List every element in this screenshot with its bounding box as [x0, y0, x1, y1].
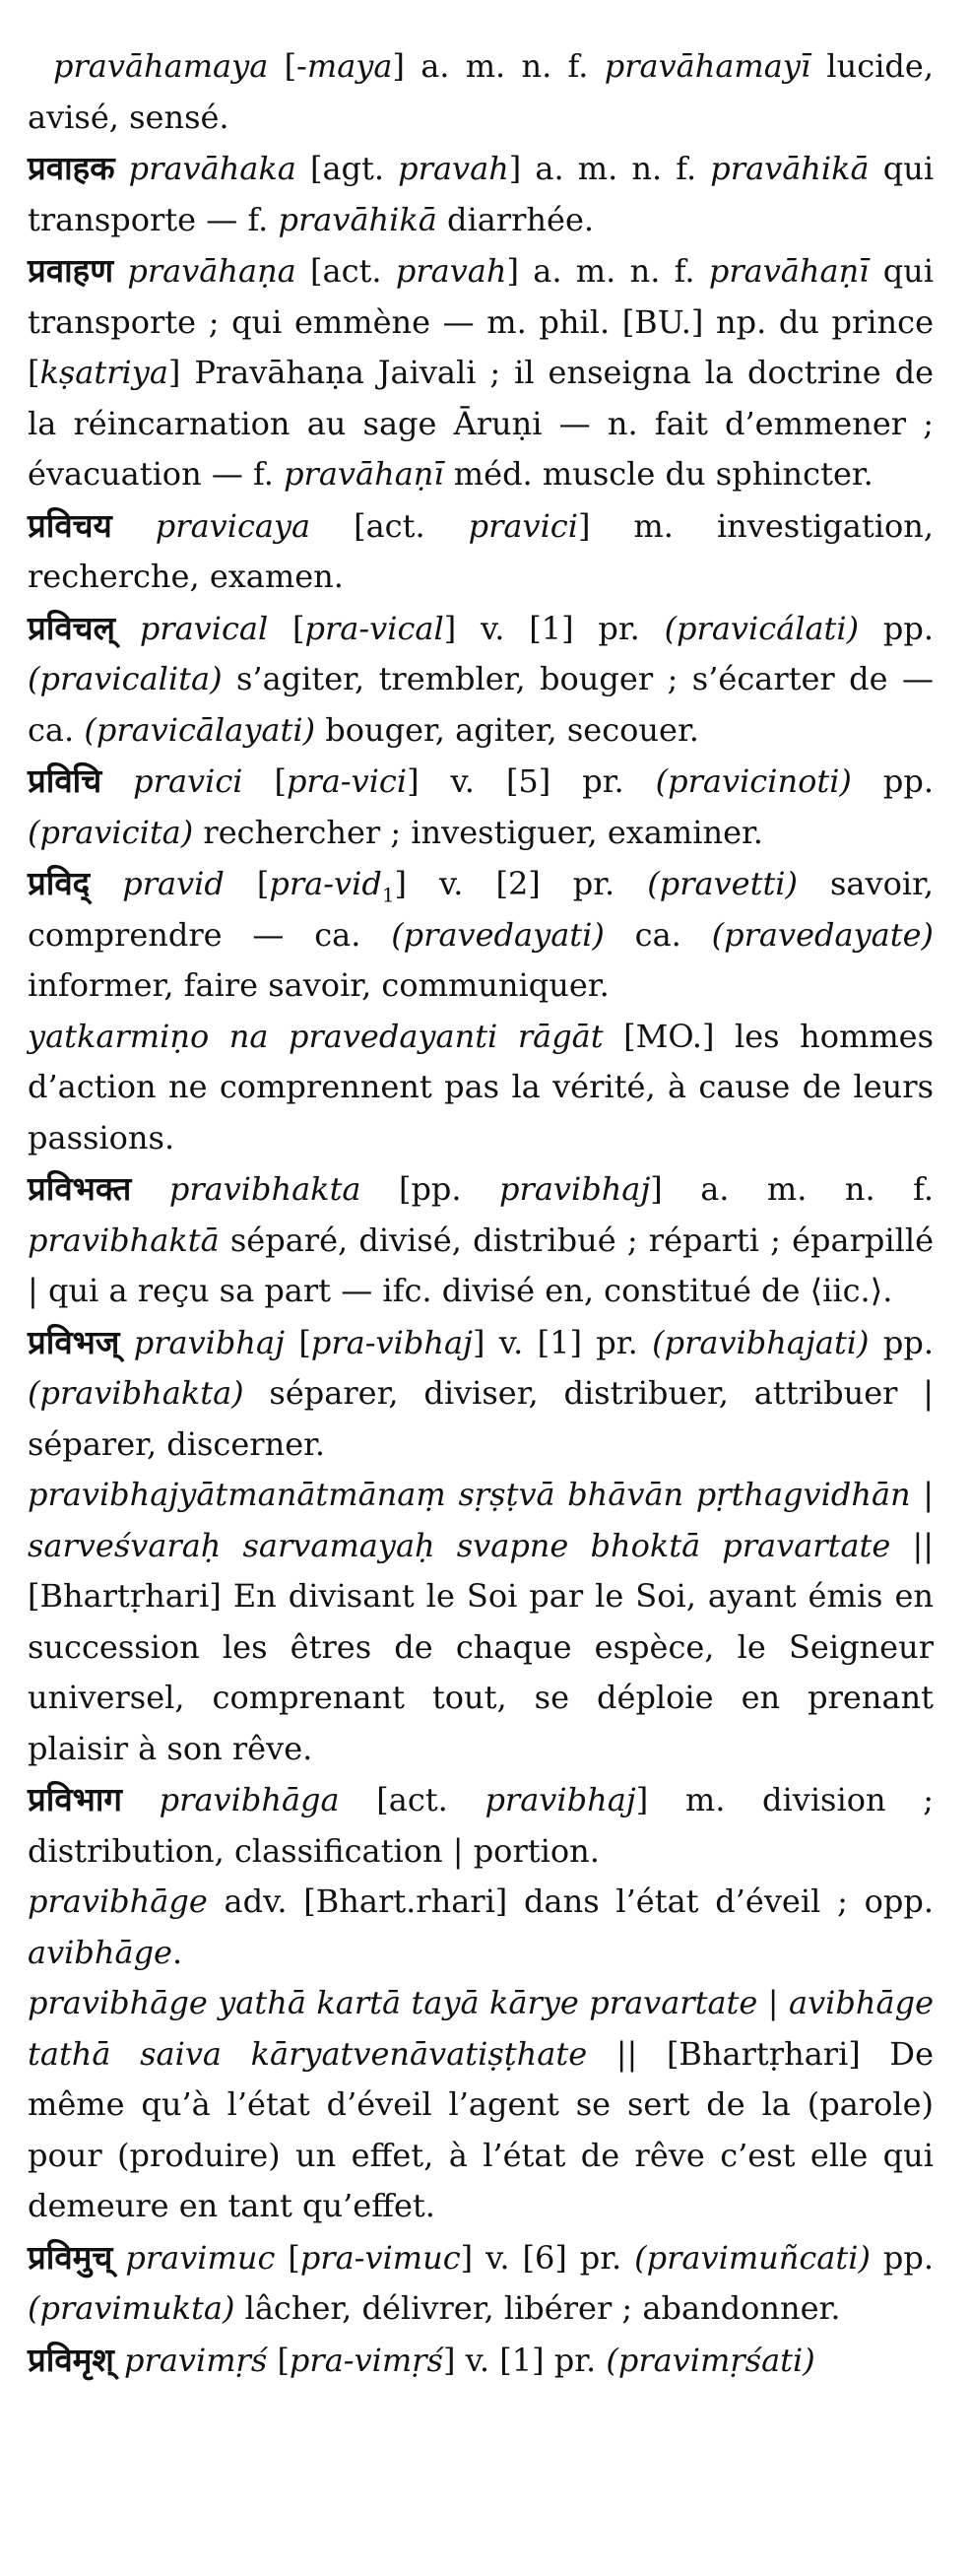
transliterated-headword: pravid: [122, 865, 225, 902]
definition-text: [Bhartṛhari] De même qu’à l’état d’éveil l’agent se sert de la (parole) pour (produire) un effet, à l’état de rêve c’est elle qui demeure en tant qu’effet.: [28, 2034, 934, 2224]
definition-text: [Bhartṛhari] En divisant le Soi par le Soi, ayant émis en succession les êtres de chaque espèce, le Seigneur universel, comprenant tout, se déploie en prenant plaisir à son rêve.: [28, 1577, 934, 1767]
definition-text: [pra-vici] v. [5] pr. (pravicinoti) pp. (pravicita) rechercher ; investiguer, examiner.: [28, 762, 935, 851]
definition-text: [pra-vical] v. [1] pr. (pravicálati) pp. (pravicalita) s’agiter, trembler, bouger ; s’écarter de — ca. (pravicālayati) bouger, agiter, secouer.: [28, 609, 935, 749]
dictionary-entry: [28, 1774, 934, 1877]
sanskrit-example: yatkarmiṇo na pravedayanti rāgāt: [28, 1017, 604, 1055]
definition-text: [-maya] a. m. n. f. pravāhamayī lucide, avisé, sensé.: [28, 47, 935, 136]
definition-text: [MO.] les hommes d’action ne comprennent pas la vérité, à cause de leurs passions.: [28, 1017, 935, 1156]
dictionary-entry: [28, 245, 934, 500]
transliterated-headword: pravimṛś: [124, 2341, 268, 2379]
definition-text: [pra-vibhaj] v. [1] pr. (pravibhajati) pp. (pravibhakta) séparer, diviser, distribuer, attribuer | séparer, discerner.: [28, 1323, 935, 1463]
definition-text: [pp. pravibhaj] a. m. n. f. pravibhaktā séparé, divisé, distribué ; réparti ; éparpillé | qui a reçu sa part — ifc. divisé en, constitué de ⟨iic.⟩.: [28, 1170, 935, 1309]
devanagari-headword: प्रविभाग: [28, 1780, 122, 1818]
devanagari-headword: प्रविचय: [28, 505, 112, 545]
definition-text: [act. pravah] a. m. n. f. pravāhaṇī qui transporte ; qui emmène — m. phil. [BU.] np. du prince [kṣatriya] Pravāhaṇa Jaivali ; il enseigna la doctrine de la réincarnation au sage Āruṇi — n. fait d’emmener ; évacuation — f. pravāhaṇī méd. muscle du sphincter.: [28, 252, 935, 493]
definition-text: [act. pravici] m. investigation, recherche, examen.: [28, 506, 935, 595]
transliterated-headword: pravibhakta: [168, 1170, 361, 1208]
dictionary-entry: [28, 500, 934, 603]
devanagari-headword: प्रविचि: [28, 761, 102, 800]
devanagari-headword: प्रविद्: [28, 864, 91, 902]
sanskrit-example: pravibhajyātmanātmānaṃ sṛṣṭvā bhāvān pṛthagvidhān | sarveśvaraḥ sarvamayaḥ svapne bhoktā pravartate ||: [28, 1476, 934, 1564]
definition-text: [pra-vimṛś] v. [1] pr. (pravimṛśati): [277, 2341, 815, 2379]
dictionary-entry: [28, 1978, 934, 2232]
transliterated-headword: pravical: [139, 609, 269, 647]
transliterated-headword: pravāhamaya: [53, 47, 269, 85]
definition-text: [agt. pravah] a. m. n. f. pravāhikā qui transporte — f. pravāhikā diarrhée.: [28, 150, 935, 238]
dictionary-entry: [28, 2232, 934, 2335]
transliterated-headword: pravimuc: [125, 2238, 276, 2277]
dictionary-entry: [28, 1012, 934, 1164]
definition-text: [act. pravibhaj] m. division ; distribution, classification | portion.: [28, 1781, 935, 1870]
devanagari-headword: प्रवाहक: [28, 149, 115, 187]
sanskrit-example: pravibhāge yathā kartā tayā kārye pravartate | avibhāge tathā saiva kāryatvenāvatiṣṭhate ||: [28, 1984, 934, 2073]
transliterated-headword: pravibhāga: [159, 1781, 340, 1818]
definition-text: [pra-vimuc] v. [6] pr. (pravimuñcati) pp. (pravimukta) lâcher, délivrer, libérer ; abandonner.: [28, 2238, 935, 2327]
devanagari-headword: प्रविभज्: [28, 1322, 120, 1361]
devanagari-headword: प्रविचल्: [28, 608, 116, 647]
definition-text: adv. [Bhart.rhari] dans l’état d’éveil ; opp. avibhāge.: [28, 1882, 935, 1971]
transliterated-headword: pravibhaj: [133, 1323, 285, 1361]
dictionary-entry: [28, 2335, 934, 2387]
transliterated-headword: pravicaya: [155, 506, 311, 545]
dictionary-entry: [28, 143, 934, 245]
dictionary-entry: [28, 756, 934, 858]
sanskrit-example: pravibhāge: [28, 1882, 208, 1920]
dictionary-entry: [28, 1470, 934, 1774]
dictionary-entry: [28, 41, 934, 143]
transliterated-headword: pravāhaṇa: [127, 252, 296, 290]
dictionary-entry: [28, 1317, 934, 1471]
dictionary-page: [28, 41, 934, 2386]
devanagari-headword: प्रवाहण: [28, 251, 114, 290]
dictionary-entry: [28, 603, 934, 757]
dictionary-entry: [28, 858, 934, 1012]
devanagari-headword: प्रविभक्त: [28, 1169, 132, 1208]
devanagari-headword: प्रविमुच्: [28, 2237, 113, 2277]
dictionary-entry: [28, 1877, 934, 1978]
devanagari-headword: प्रविमृश्: [28, 2340, 114, 2379]
definition-text: [pra-vid$_1$] v. [2] pr. (pravetti) savoir, comprendre — ca. (pravedayati) ca. (pravedayate) informer, faire savoir, communiquer.: [28, 865, 935, 1004]
dictionary-entry: [28, 1163, 934, 1317]
transliterated-headword: pravāhaka: [128, 150, 296, 187]
transliterated-headword: pravici: [133, 762, 243, 800]
